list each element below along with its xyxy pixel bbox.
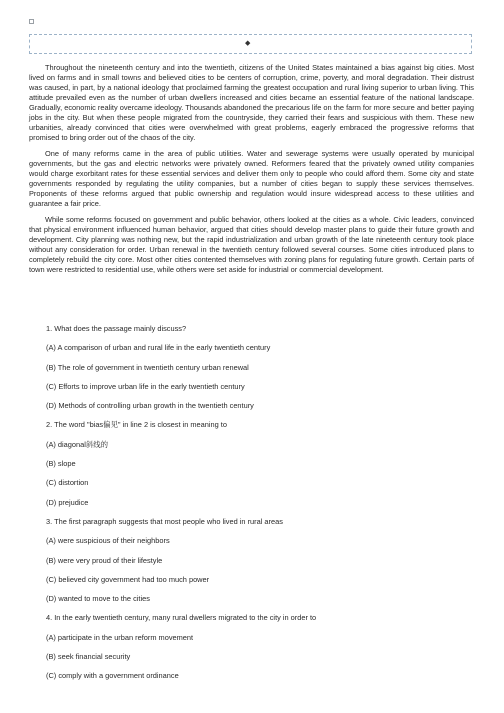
answer-option: (A) diagonal斜线的 [46, 439, 109, 449]
question-list [46, 324, 476, 691]
answer-option: (B) seek financial security [46, 652, 131, 662]
question-4: 4. In the early twentieth century, many rural dwellers migrated to the city in order to [46, 613, 317, 623]
passage-paragraph-1: Throughout the nineteenth century and into the twentieth, citizens of the United States maintained a bias against big cities. Most lived on farms and in small towns and believed cities to be centers of corruption, crime, poverty, and moral degradation. Their distrust was caused, in part, by a national ideology that proclaimed farming the greatest occupation and rural living superior to urban living. This attitude prevailed even as the number of urban dwellers increased and cities became an essential feature of the national landscape. Gradually, economic reality overcame ideology. Thousands abandoned the precarious life on the farm for more secure and better paying jobs in the city. But when these people migrated from the countryside, they carried their fears and suspicious with them. These new urbanities, already convinced that cities were overwhelmed with great problems, eagerly embraced the progressive reforms that promised to bring order out of the chaos of the city. [29, 63, 474, 142]
answer-option: (B) were very proud of their lifestyle [46, 555, 163, 565]
answer-option: (C) distortion [46, 478, 89, 488]
answer-option: (A) A comparison of urban and rural life in the early twentieth century [46, 343, 271, 353]
passage [29, 63, 474, 281]
question-3: 3. The first paragraph suggests that most people who lived in rural areas [46, 516, 283, 526]
answer-option: (A) were suspicious of their neighbors [46, 536, 170, 546]
answer-option: (D) Methods of controlling urban growth in the twentieth century [46, 401, 254, 411]
passage-paragraph-2: One of many reforms came in the area of public utilities. Water and sewerage systems were usually operated by municipal governments, but the gas and electric networks were privately owned. Reformers feared that the privately owned utility companies would charge exorbitant rates for these essential services and deliver them only to people who could afford them. Some city and state governments responded by regulating the utility companies, but a number of cities began to supply these services themselves. Proponents of these reforms argued that public ownership and regulation would insure widespread access to these utilities and guarantee a fair price. [29, 149, 474, 208]
answer-option: (D) prejudice [46, 497, 89, 507]
answer-option: (D) wanted to move to the cities [46, 594, 150, 604]
answer-option: (C) comply with a government ordinance [46, 671, 179, 681]
header-placeholder-box [29, 34, 472, 54]
question-1: 1. What does the passage mainly discuss? [46, 324, 187, 333]
answer-option: (C) Efforts to improve urban life in the early twentieth century [46, 381, 245, 391]
answer-option: (A) participate in the urban reform movement [46, 632, 194, 642]
answer-option: (C) believed city government had too much power [46, 574, 210, 584]
corner-marker [29, 19, 34, 24]
answer-option: (B) slope [46, 459, 76, 469]
anchor-marker-icon: ◆ [245, 40, 251, 47]
answer-option: (B) The role of government in twentieth century urban renewal [46, 362, 249, 372]
passage-paragraph-3: While some reforms focused on government and public behavior, others looked at the cities as a whole. Civic leaders, convinced that physical environment influenced human behavior, argued that cities should develop master plans to guide their future growth and development. City planning was nothing new, but the rapid industrialization and urban growth of the late nineteenth century took place without any consideration for order. Urban renewal in the twentieth century followed several courses. Some cities introduced plans to completely rebuild the city core. Most other cities contented themselves with zoning plans for regulating future growth. Certain parts of town were restricted to residential use, while others were set aside for industrial or commercial development. [29, 215, 474, 274]
question-2: 2. The word "bias偏见" in line 2 is closest in meaning to [46, 420, 227, 430]
